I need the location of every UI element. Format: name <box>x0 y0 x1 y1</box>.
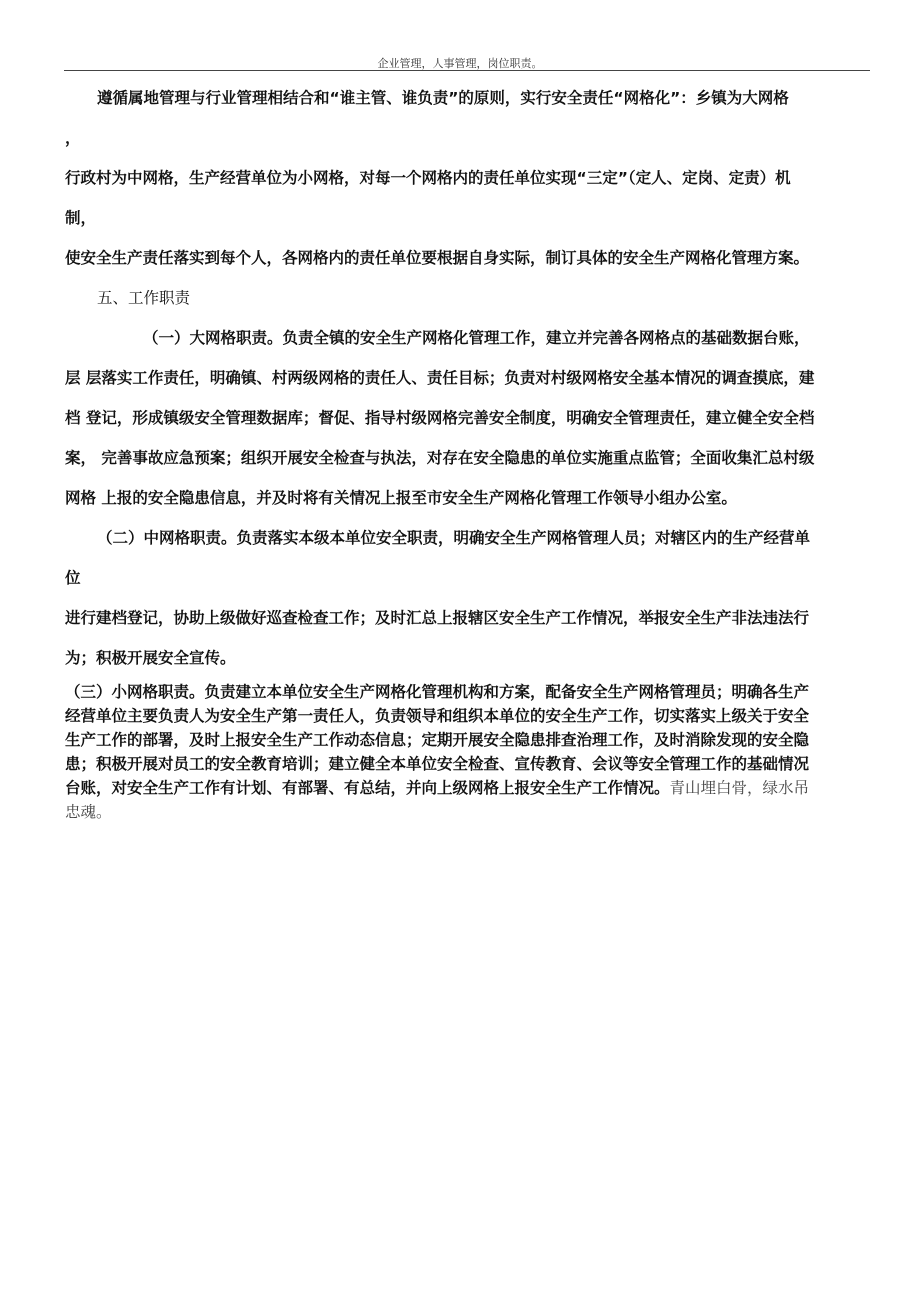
paragraph-line: （二）中网格职责。负责落实本级本单位安全职责，明确安全生产网格管理人员；对辖区内的生产经营单 <box>97 529 811 547</box>
paragraph-line: 制， <box>65 209 97 227</box>
paragraph-line: 生产工作的部署，及时上报安全生产工作动态信息；定期开展安全隐患排查治理工作，及时消除发现的安全隐 <box>65 731 810 749</box>
paragraph-line: （三）小网格职责。负责建立本单位安全生产网格化管理机构和方案，配备安全生产网格管理员；明确各生产 <box>65 683 810 701</box>
paragraph-line: 经营单位主要负责人为安全生产第一责任人，负责领导和组织本单位的安全生产工作，切实落实上级关于安全 <box>65 707 810 725</box>
paragraph-line: 网格 上报的安全隐患信息，并及时将有关情况上报至市安全生产网格化管理工作领导小组办公室。 <box>65 489 737 507</box>
paragraph-line: 案， 完善事故应急预案；组织开展安全检查与执法，对存在安全隐患的单位实施重点监管；全面收集汇总村级 <box>65 449 815 467</box>
header-divider <box>64 70 870 71</box>
paragraph-line <box>65 778 809 798</box>
paragraph-line: 行政村为中网格，生产经营单位为小网格，对每一个网格内的责任单位实现“三定”（定人、定岗、定责）机 <box>65 169 791 187</box>
page-header-text: 企业管理，人事管理，岗位职责。 <box>377 57 543 70</box>
section-heading: 五、工作职责 <box>97 289 191 307</box>
paragraph-line: 层 层落实工作责任，明确镇、村两级网格的责任人、责任目标；负责对村级网格安全基本情况的调查摸底，建 <box>65 369 815 387</box>
paragraph-line: 使安全生产责任落实到每个人，各网格内的责任单位要根据自身实际，制订具体的安全生产网格化管理方案。 <box>65 249 810 267</box>
paragraph-line: ， <box>65 129 81 147</box>
paragraph-line: 档 登记，形成镇级安全管理数据库；督促、指导村级网格完善安全制度，明确安全管理责任，建立健全安全档 <box>65 409 815 427</box>
paragraph-line-text: 台账，对安全生产工作有计划、有部署、有总结，并向上级网格上报安全生产工作情况。 <box>65 779 670 797</box>
paragraph-line: 忠魂。 <box>65 803 112 821</box>
trailing-phrase: 青山埋白骨，绿水吊 <box>669 779 810 797</box>
paragraph-line: 患；积极开展对员工的安全教育培训；建立健全本单位安全检查、宣传教育、会议等安全管理工作的基础情况 <box>65 755 810 773</box>
paragraph-line: 遵循属地管理与行业管理相结合和“谁主管、谁负责”的原则，实行安全责任“网格化”：乡镇为大网格 <box>97 89 789 107</box>
paragraph-line: 进行建档登记，协助上级做好巡查检查工作；及时汇总上报辖区安全生产工作情况，举报安全生产非法违法行 <box>65 609 810 627</box>
paragraph-line: （一）大网格职责。负责全镇的安全生产网格化管理工作，建立并完善各网格点的基础数据台账， <box>143 329 810 347</box>
paragraph-line: 位 <box>65 569 81 587</box>
paragraph-line: 为；积极开展安全宣传。 <box>65 649 236 667</box>
